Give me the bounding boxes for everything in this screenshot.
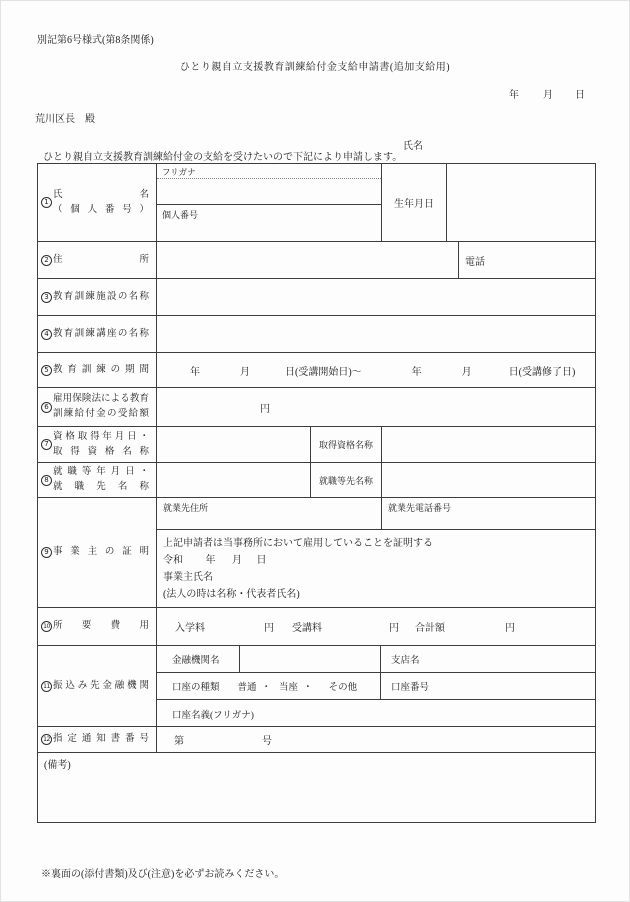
era-label: 令和: [163, 555, 183, 566]
employer-certification-label: 事業主の証明: [53, 547, 149, 557]
period-end-month-label: 月: [461, 366, 472, 378]
qualification-date-label: 資格取得年月日・: [53, 431, 149, 442]
notice-number-input-area[interactable]: [157, 727, 595, 752]
branch-name-input-area[interactable]: [381, 646, 595, 672]
bank-name-input-area[interactable]: [240, 646, 381, 672]
form-number: 別記第6号様式(第8条関係): [37, 35, 154, 46]
address-label: 住所: [53, 254, 149, 265]
row-bank-account: [38, 645, 595, 726]
qualification-date-input-area[interactable]: [157, 427, 311, 462]
addressee: 荒川区長 殿: [35, 114, 95, 125]
circled-number-4: 4: [41, 329, 52, 340]
name-entry-cell: [157, 164, 382, 241]
bank-account-body: [157, 646, 595, 726]
option-separator-dot: ・: [303, 683, 313, 693]
row-notice-label-cell: [38, 727, 157, 752]
employment-date-label: 就職等年月日・: [53, 467, 149, 477]
workplace-phone-label: 就業先電話番号: [388, 503, 452, 513]
furigana-label: フリガナ: [157, 164, 381, 179]
intro-sentence: ひとり親自立支援教育訓練給付金の支給を受けたいので下記により申請します。: [43, 152, 403, 163]
costs-input-area[interactable]: [157, 608, 595, 645]
circled-number-11: 11: [41, 681, 52, 692]
footer-note: ※裏面の(添付書類)及び(注意)を必ずお読みください。: [41, 869, 285, 880]
date-day-label: 日: [575, 90, 585, 101]
workplace-row: [157, 498, 595, 530]
entrance-fee-label: 入学料: [175, 623, 205, 634]
row-notice-number: [38, 726, 595, 752]
period-start-year-label: 年: [190, 366, 200, 378]
workplace-phone-input-area[interactable]: [382, 498, 595, 529]
row-certification-label-cell: [38, 498, 157, 607]
employment-name-label: 就職等先名称: [311, 463, 382, 497]
yen-unit-label: 円: [260, 403, 270, 415]
total-amount-label: 合計額: [415, 623, 445, 634]
row-employer-certification: [38, 497, 595, 607]
cert-day-label: 日: [256, 555, 267, 566]
birthdate-label: 生年月日: [382, 164, 447, 241]
course-name-label: 教育訓練講座の名称: [53, 328, 149, 339]
row-course-label-cell: [38, 316, 157, 352]
branch-name-label: 支店名: [391, 656, 420, 666]
qualification-name-label: 取得資格名称: [53, 446, 149, 457]
row-remarks: [38, 752, 595, 822]
row-qualification-label-cell: [38, 427, 157, 462]
applicant-name-label: 氏名: [403, 141, 423, 152]
circled-number-10: 10: [41, 621, 52, 632]
row-qualification: [38, 426, 595, 462]
bank-name-row: [157, 646, 595, 673]
circled-number-9: 9: [41, 547, 52, 558]
phone-input-area[interactable]: [459, 242, 595, 278]
facility-name-label: 教育訓練施設の名称: [53, 291, 149, 302]
name-label: 氏名: [53, 189, 149, 200]
row-period-label-cell: [38, 353, 157, 387]
row-course: [38, 315, 595, 352]
corporate-note: (法人の時は名称・代表者氏名): [163, 589, 300, 600]
application-form-table: [37, 163, 596, 823]
row-address-label-cell: [38, 242, 157, 278]
account-type-option-ordinary[interactable]: 普通: [237, 683, 257, 693]
row-costs-label-cell: [38, 608, 157, 645]
period-end-year-label: 年: [411, 366, 422, 378]
personal-number-input-area[interactable]: [157, 205, 381, 241]
insurance-benefit-amount-input-area[interactable]: [157, 388, 595, 426]
account-type-option-other[interactable]: その他: [328, 683, 358, 693]
circled-number-6: 6: [41, 402, 52, 413]
row-insurance-benefit: [38, 387, 595, 426]
period-start-month-label: 月: [240, 366, 250, 378]
circled-number-5: 5: [41, 365, 52, 376]
account-number-label: 口座番号: [391, 683, 430, 693]
course-name-input-area[interactable]: [157, 316, 595, 352]
row-facility-label-cell: [38, 279, 157, 315]
account-holder-row: [157, 700, 595, 727]
row-period: [38, 352, 595, 387]
certification-date-line: [163, 552, 589, 569]
employer-name-label: 事業主氏名: [163, 572, 213, 583]
bank-name-label: 金融機関名: [157, 646, 240, 672]
notice-number-label: 指定通知書番号: [53, 734, 149, 744]
row-facility: [38, 278, 595, 315]
certification-statement-area[interactable]: [157, 530, 595, 607]
date-month-label: 月: [543, 90, 553, 101]
employment-date-input-area[interactable]: [157, 463, 311, 497]
circled-number-7: 7: [41, 439, 52, 450]
remarks-input-area[interactable]: [38, 753, 595, 822]
address-input-area[interactable]: [157, 242, 459, 278]
period-start-day-label: 日(受講開始日)～: [285, 366, 362, 378]
circled-number-3: 3: [41, 292, 52, 303]
facility-name-input-area[interactable]: [157, 279, 595, 315]
name-input-area[interactable]: [157, 179, 381, 205]
phone-label: 電話: [465, 256, 485, 268]
workplace-address-input-area[interactable]: [157, 498, 382, 529]
period-end-day-label: 日(受講修了日): [508, 366, 576, 378]
entrance-fee-yen-label: 円: [264, 623, 274, 634]
account-type-label: 口座の種類: [172, 683, 220, 693]
certification-body: [157, 498, 595, 607]
insurance-benefit-label-line1: 雇用保険法による教育: [53, 394, 149, 404]
circled-number-1: 1: [41, 197, 52, 208]
row-insurance-label-cell: [38, 388, 157, 426]
notice-number-suffix: 号: [262, 736, 272, 747]
tuition-fee-label: 受講料: [292, 623, 322, 634]
personal-number-label: 個人番号: [162, 210, 199, 220]
total-amount-yen-label: 円: [505, 623, 515, 634]
account-type-option-current[interactable]: 当座: [279, 683, 299, 693]
circled-number-12: 12: [41, 734, 52, 745]
account-holder-label: 口座名義(フリガナ): [172, 710, 254, 721]
costs-label: 所要費用: [53, 621, 149, 631]
row-address: [38, 241, 595, 278]
employment-name-input-area[interactable]: [382, 463, 595, 497]
date-year-label: 年: [509, 90, 519, 101]
option-separator-dot: ・: [261, 683, 272, 693]
tuition-fee-yen-label: 円: [389, 623, 399, 634]
row-bank-label-cell: [38, 646, 157, 726]
training-period-label: 教育訓練の期間: [53, 364, 149, 375]
acquired-qualification-label: 取得資格名称: [311, 427, 382, 462]
circled-number-8: 8: [41, 475, 52, 486]
remarks-label: (備考): [44, 760, 71, 771]
row-name: [38, 164, 595, 241]
bank-transfer-label: 振込み先金融機関: [53, 680, 149, 691]
birthdate-input-area[interactable]: [447, 164, 595, 241]
account-type-row: [157, 673, 595, 700]
training-period-input-area[interactable]: [157, 353, 595, 387]
account-number-input-area[interactable]: [381, 673, 595, 699]
cert-month-label: 月: [232, 555, 242, 566]
workplace-address-label: 就業先住所: [163, 503, 209, 513]
certification-statement: 上記申請者は当事務所において雇用していることを証明する: [163, 538, 433, 549]
notice-number-prefix: 第: [174, 736, 184, 747]
row-name-label-cell: [38, 164, 157, 241]
personal-number-paren-label: （個人番号）: [53, 204, 149, 215]
row-costs: [38, 607, 595, 645]
circled-number-2: 2: [41, 255, 52, 266]
application-date-line: [509, 86, 585, 101]
acquired-qualification-input-area[interactable]: [382, 427, 595, 462]
account-holder-input-area[interactable]: [157, 700, 595, 727]
cert-year-label: 年: [205, 555, 216, 566]
insurance-benefit-label-line2: 訓練給付金の受給額: [53, 409, 149, 419]
row-employment-label-cell: [38, 463, 157, 497]
employer-label: 就職先名称: [53, 482, 149, 492]
page-title: ひとり親自立支援教育訓練給付金支給申請書(追加支給用): [179, 62, 451, 73]
row-employment: [38, 462, 595, 497]
account-type-cell: [157, 673, 381, 699]
